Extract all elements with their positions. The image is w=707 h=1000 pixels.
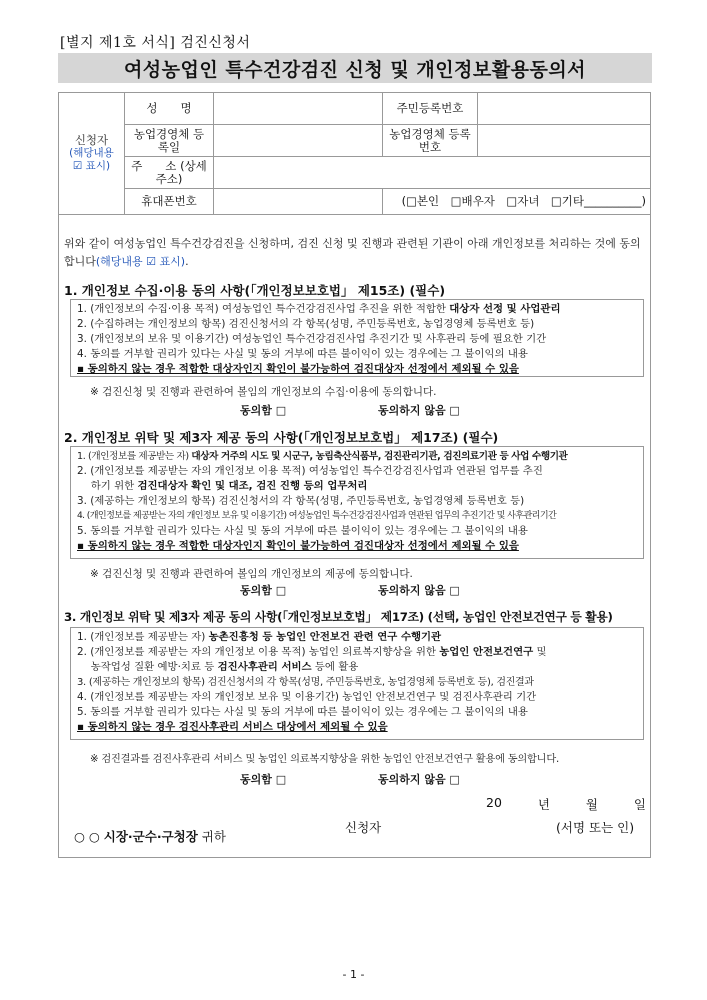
recipient-title: 시장·군수·구청장: [103, 829, 198, 844]
rrn-field[interactable]: [478, 93, 651, 125]
section1-title: 1. 개인정보 수집·이용 동의 사항(「개인정보보호법」 제15조) (필수): [64, 283, 446, 298]
farm-reg-no-label: 농업경영체 등록번호: [383, 125, 478, 157]
address-field[interactable]: [214, 157, 651, 189]
list-item: 5. 동의를 거부할 권리가 있다는 사실 및 동의 거부에 따른 불이익이 있는 경우에는 그 불이익의 내용: [77, 525, 528, 537]
intro-period: .: [185, 255, 189, 268]
rrn-label: 주민등록번호: [383, 93, 478, 125]
list-item: 4. (개인정보를 제공받는 자의 개인정보 보유 및 이용기간) 농업인 안전보건연구 및 검진사후관리 기간: [77, 691, 537, 703]
list-item: [77, 449, 637, 464]
warning-text: ▪ 동의하지 않는 경우 적합한 대상자인지 확인이 불가능하여 검진대상자 선정에서 제외될 수 있음: [77, 363, 519, 375]
item-text: 하기 위한: [77, 480, 138, 492]
section2-agree-checkbox[interactable]: 동의함 □: [240, 584, 287, 597]
recipient-suffix: 귀하: [197, 829, 226, 844]
list-item: 2. (수집하려는 개인정보의 항목) 검진신청서의 각 항목(성명, 주민등록번호, 농업경영체 등록번호 등): [77, 318, 535, 330]
name-field[interactable]: [214, 93, 383, 125]
farm-reg-no-field[interactable]: [478, 125, 651, 157]
list-item: 4. 동의를 거부할 권리가 있다는 사실 및 동의 거부에 따른 불이익이 있는 경우에는 그 불이익의 내용: [77, 348, 528, 360]
applicant-signature-label: 신청자: [345, 820, 382, 835]
item-text: 1. (개인정보를 제공받는 자): [77, 451, 192, 462]
item-emphasis: 검진사후관리 서비스: [217, 661, 312, 673]
section2-box: [70, 446, 644, 559]
warning-text: ▪ 동의하지 않는 경우 검진사후관리 서비스 대상에서 제외될 수 있음: [77, 721, 388, 733]
item-emphasis: 검진대상자 확인 및 대조, 검진 진행 등의 업무처리: [137, 480, 368, 492]
address-label: 주 소 (상세주소): [125, 157, 214, 189]
list-item: 5. 동의를 거부할 권리가 있다는 사실 및 동의 거부에 따른 불이익이 있는 경우에는 그 불이익의 내용: [77, 706, 528, 718]
signature-field[interactable]: (서명 또는 인): [556, 820, 635, 835]
relation-options[interactable]: (□본인 □배우자 □자녀 □기타__________): [383, 189, 651, 215]
item-text-tail: 및: [533, 646, 547, 658]
applicant-header-label: 신청자: [74, 133, 109, 147]
item-text: 1. (개인정보의 수집·이용 목적) 여성농업인 특수건강검진사업 추진을 위한 적합한: [77, 303, 450, 315]
item-emphasis: 대상자 거주의 시도 및 시군구, 농림축산식품부, 검진관리기관, 검진의료기관 등 사업 수행기관: [191, 451, 568, 462]
form-label: [별지 제1호 서식] 검진신청서: [60, 35, 251, 51]
farm-reg-date-label: 농업경영체 등록일: [125, 125, 214, 157]
list-item: 3. (제공하는 개인정보의 항목) 검진신청서의 각 항목(성명, 주민등록번호, 농업경영체 등록번호 등), 검진결과: [77, 677, 534, 688]
applicant-table: [58, 92, 651, 215]
date-year-unit: 년: [537, 797, 550, 812]
intro-text-main: 위와 같이 여성농업인 특수건강검진을 신청하며, 검진 신청 및 진행과 관련된 기관이 아래 개인정보를 처리하는 것에 동의합니다: [64, 237, 641, 268]
item-emphasis: 대상자 선정 및 사업관리: [449, 303, 561, 315]
section2-disagree-checkbox[interactable]: 동의하지 않음 □: [378, 584, 460, 597]
recipient: [74, 827, 226, 845]
date-year: 20: [486, 795, 502, 810]
date-line[interactable]: [486, 795, 646, 813]
item-text-tail: 등에 활용: [311, 661, 359, 673]
list-item: 3. (개인정보의 보유 및 이용기간) 여성농업인 특수건강검진사업 추진기간 및 사후관리 등에 필요한 기간: [77, 333, 547, 345]
item-emphasis: 농촌진흥청 등 농업인 안전보건 관련 연구 수행기관: [208, 631, 442, 643]
list-item: 3. (제공하는 개인정보의 항목) 검진신청서의 각 항목(성명, 주민등록번호, 농업경영체 등록번호 등): [77, 495, 525, 507]
intro-note: (해당내용 ☑ 표시): [95, 255, 186, 268]
section3-agree-checkbox[interactable]: 동의함 □: [240, 773, 287, 786]
date-day-unit: 일: [633, 797, 646, 812]
item-text: 1. (개인정보를 제공받는 자): [77, 631, 209, 643]
phone-label: 휴대폰번호: [125, 189, 214, 215]
section1-note: ※ 검진신청 및 진행과 관련하여 볼임의 개인정보의 수집·이용에 동의합니다.: [90, 386, 437, 398]
recipient-prefix: ○ ○: [74, 829, 104, 844]
applicant-header-note: (해당내용 ☑ 표시): [69, 147, 114, 172]
item-text: 2. (개인정보를 제공받는 자의 개인정보 이용 목적) 농업인 의료복지향상을 위한: [77, 646, 440, 658]
page-number: - 1 -: [342, 968, 365, 981]
item-emphasis: 농업인 안전보건연구: [439, 646, 534, 658]
item-text: 농작업성 질환 예방·치료 등: [77, 661, 218, 673]
page-title-text: 여성농업인 특수건강검진 신청 및 개인정보활용동의서: [123, 58, 587, 81]
list-item: [77, 479, 637, 494]
list-item: [77, 645, 637, 660]
section2-title: 2. 개인정보 위탁 및 제3자 제공 동의 사항(「개인정보보호법」 제17조) (필수): [64, 430, 499, 445]
section1-disagree-checkbox[interactable]: 동의하지 않음 □: [378, 404, 460, 417]
section3-note: ※ 검진결과를 검진사후관리 서비스 및 농업인 의료복지향상을 위한 농업인 안전보건연구 활용에 동의합니다.: [90, 754, 560, 765]
applicant-header: [59, 93, 125, 215]
list-item: [77, 302, 637, 317]
list-item: [77, 630, 637, 645]
list-item: 2. (개인정보를 제공받는 자의 개인정보 이용 목적) 여성농업인 특수건강검진사업과 연관된 업무를 추진: [77, 465, 543, 477]
list-item: [77, 660, 637, 675]
phone-field[interactable]: [214, 189, 383, 215]
section1-box: [70, 299, 644, 377]
farm-reg-date-field[interactable]: [214, 125, 383, 157]
warning-text: ▪ 동의하지 않는 경우 적합한 대상자인지 확인이 불가능하여 검진대상자 선정에서 제외될 수 있음: [77, 540, 519, 552]
section3-disagree-checkbox[interactable]: 동의하지 않음 □: [378, 773, 460, 786]
list-item: 4. (개인정보를 제공받는 자의 개인정보 보유 및 이용기간) 여성농업인 특수건강검진사업과 연관된 업무의 추진기간 및 사후관리기간: [77, 511, 557, 521]
section1-agree-checkbox[interactable]: 동의함 □: [240, 404, 287, 417]
intro-text: [64, 235, 646, 271]
section2-note: ※ 검진신청 및 진행과 관련하여 볼임의 개인정보의 제공에 동의합니다.: [90, 568, 413, 580]
section3-box: [70, 627, 644, 740]
date-month-unit: 월: [585, 797, 598, 812]
section3-title: 3. 개인정보 위탁 및 제3자 제공 동의 사항(「개인정보보호법」 제17조) (선택, 농업인 안전보건연구 등 활용): [64, 610, 613, 624]
page-title: [58, 53, 652, 83]
name-label: 성 명: [125, 93, 214, 125]
